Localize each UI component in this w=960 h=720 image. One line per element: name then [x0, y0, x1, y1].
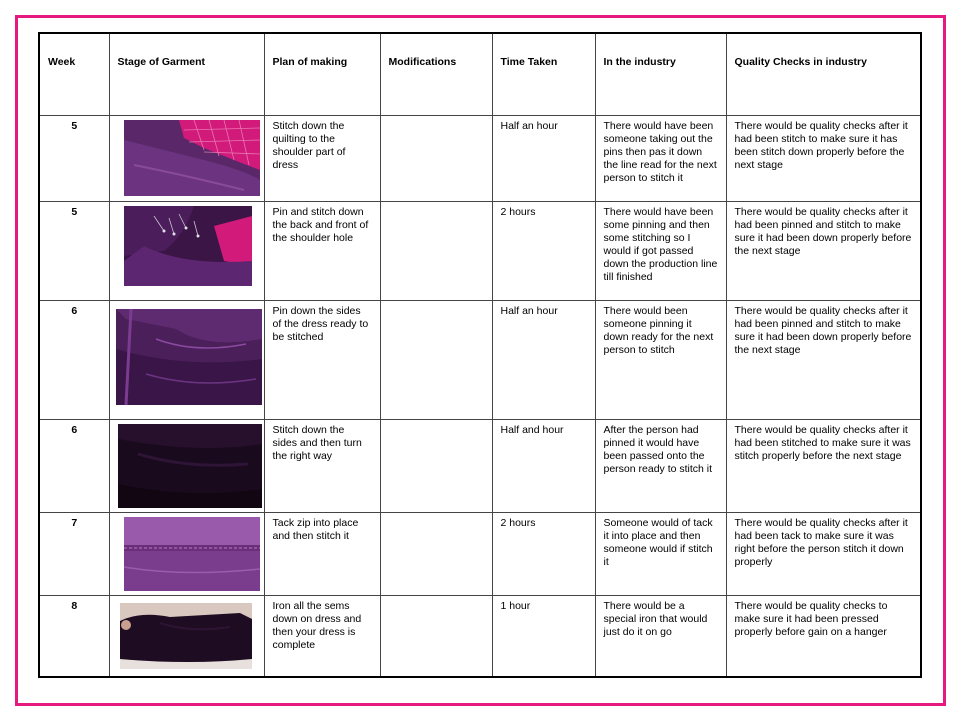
- header-week: Week: [39, 33, 109, 115]
- quality-cell: There would be quality checks after it had been stitched to make sure it was stitch properly before the next stage: [726, 419, 921, 512]
- header-industry: In the industry: [595, 33, 726, 115]
- modifications-cell: [380, 300, 492, 419]
- quality-cell: There would be quality checks after it had been pinned and stitch to make sure it had been down properly before the next stage: [726, 300, 921, 419]
- plan-cell: Stitch down the quilting to the shoulder part of dress: [264, 115, 380, 201]
- stage-photo-cell: [109, 419, 264, 512]
- industry-cell: There would have been someone taking out the pins then pas it down the line read for the next person to stitch it: [595, 115, 726, 201]
- purple-fabric-pinned-photo: [124, 206, 252, 286]
- modifications-cell: [380, 512, 492, 595]
- stage-photo-cell: [109, 595, 264, 677]
- week-cell: 7: [39, 512, 109, 595]
- time-cell: 1 hour: [492, 595, 595, 677]
- plan-cell: Pin and stitch down the back and front of the shoulder hole: [264, 201, 380, 300]
- industry-cell: There would been someone pinning it down ready for the next person to stitch: [595, 300, 726, 419]
- modifications-cell: [380, 419, 492, 512]
- stage-photo-cell: [109, 201, 264, 300]
- table-row: [39, 512, 921, 595]
- plan-cell: Pin down the sides of the dress ready to be stitched: [264, 300, 380, 419]
- plan-cell: Iron all the sems down on dress and then your dress is complete: [264, 595, 380, 677]
- week-cell: 6: [39, 300, 109, 419]
- week-cell: 6: [39, 419, 109, 512]
- stage-photo-cell: [109, 300, 264, 419]
- industry-cell: There would have been some pinning and then some stitching so I would if got passed down the production line till finished: [595, 201, 726, 300]
- purple-fabric-sides-photo: [116, 309, 262, 405]
- completed-dress-photo: [120, 603, 252, 669]
- stage-photo-cell: [109, 115, 264, 201]
- header-stage: Stage of Garment: [109, 33, 264, 115]
- purple-zip-photo: [124, 517, 260, 591]
- stage-photo-cell: [109, 512, 264, 595]
- industry-cell: Someone would of tack it into place and then someone would if stitch it: [595, 512, 726, 595]
- time-cell: 2 hours: [492, 512, 595, 595]
- week-cell: 8: [39, 595, 109, 677]
- modifications-cell: [380, 201, 492, 300]
- quality-cell: There would be quality checks after it had been pinned and stitch to make sure it had been down properly before the next stage: [726, 201, 921, 300]
- table-row: [39, 419, 921, 512]
- week-cell: 5: [39, 115, 109, 201]
- quality-cell: There would be quality checks after it had been stitch to make sure it has been stitch down properly before the next stage: [726, 115, 921, 201]
- modifications-cell: [380, 115, 492, 201]
- industry-cell: After the person had pinned it would have been passed onto the person ready to stitch it: [595, 419, 726, 512]
- plan-cell: Tack zip into place and then stitch it: [264, 512, 380, 595]
- header-time: Time Taken: [492, 33, 595, 115]
- production-plan-table: [38, 32, 922, 678]
- time-cell: Half an hour: [492, 300, 595, 419]
- industry-cell: There would be a special iron that would just do it on go: [595, 595, 726, 677]
- purple-fabric-quilting-photo: [124, 120, 260, 196]
- time-cell: Half and hour: [492, 419, 595, 512]
- time-cell: 2 hours: [492, 201, 595, 300]
- table-row: [39, 595, 921, 677]
- quality-cell: There would be quality checks after it had been tack to make sure it was right before the person stitch it down properly: [726, 512, 921, 595]
- table-row: [39, 201, 921, 300]
- header-quality: Quality Checks in industry: [726, 33, 921, 115]
- table-row: [39, 300, 921, 419]
- header-modifications: Modifications: [380, 33, 492, 115]
- table-row: [39, 115, 921, 201]
- modifications-cell: [380, 595, 492, 677]
- week-cell: 5: [39, 201, 109, 300]
- header-row: [39, 33, 921, 115]
- quality-cell: There would be quality checks to make sure it had been pressed properly before gain on a hanger: [726, 595, 921, 677]
- header-plan: Plan of making: [264, 33, 380, 115]
- time-cell: Half an hour: [492, 115, 595, 201]
- plan-cell: Stitch down the sides and then turn the right way: [264, 419, 380, 512]
- dark-dress-photo: [118, 424, 262, 508]
